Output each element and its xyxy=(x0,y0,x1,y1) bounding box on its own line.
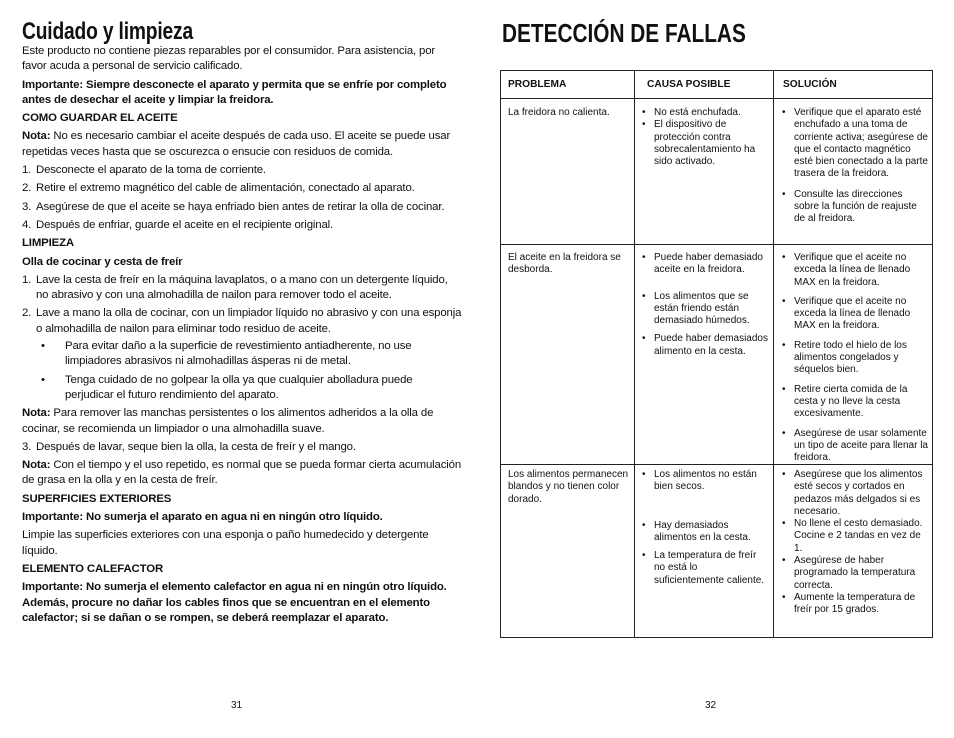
solution-item: • Verifique que el aceite no exceda la línea de llenado MAX en la freidora. xyxy=(782,296,928,333)
section-exterior: SUPERFICIES EXTERIORES xyxy=(22,492,172,505)
header-divider xyxy=(501,98,933,99)
solution-item: • Verifique que el aceite no exceda la línea de llenado MAX en la freidora. xyxy=(782,252,928,289)
exterior-important: Importante: No sumerja el aparato en agua ni en ningún otro líquido. xyxy=(22,511,383,524)
list-item: 2. Retire el extremo magnético del cable de alimentación, conectado al aparato. xyxy=(22,182,415,195)
section-store-oil: COMO GUARDAR EL ACEITE xyxy=(22,112,178,125)
care-body xyxy=(22,44,462,629)
store-note: Nota: No es necesario cambiar el aceite después de cada uso. El aceite se puede usar repetidas veces hasta que se oscurezca o ensucie con residuos de comida. xyxy=(22,130,451,158)
list-item: 1. Lave la cesta de freír en la máquina lavaplatos, o a mano con un detergente líquido, no abrasivo y con una almohadilla de nailon para remover todo el aceite. xyxy=(22,273,448,302)
intro-text: Este producto no contiene piezas reparables por el consumidor. Para asistencia, por favor acuda a personal de servicio calificado. xyxy=(22,45,436,73)
cause-item: • No está enchufada. xyxy=(642,107,770,119)
header-cause: CAUSA POSIBLE xyxy=(647,79,731,90)
list-item: 3. Después de lavar, seque bien la olla, la cesta de freír y el mango. xyxy=(22,440,356,453)
clean-note-2: Nota: Con el tiempo y el uso repetido, es normal que se pueda formar cierta acumulación de grasa en la olla y en la cesta de freír. xyxy=(22,459,462,487)
column-divider xyxy=(773,71,774,637)
exterior-text: Limpie las superficies exteriores con una esponja o paño humedecido y detergente líquido. xyxy=(22,529,429,557)
clean-steps xyxy=(22,273,462,403)
list-item: 4. Después de enfriar, guarde el aceite en el recipiente original. xyxy=(22,218,334,231)
solution-item: • Asegúrese de haber programado la temperatura correcta. xyxy=(782,555,928,592)
page-title-care: Cuidado y limpieza xyxy=(22,18,194,45)
list-item: 3. Asegúrese de que el aceite se haya enfriado bien antes de retirar la olla de cocinar. xyxy=(22,200,445,213)
solution-item: • Aumente la temperatura de freír por 15 grados. xyxy=(782,592,928,617)
solution-item: • Retire todo el hielo de los alimentos congelados y séquelos bien. xyxy=(782,340,928,377)
solution-item: • Asegúrese que los alimentos esté secos y cortados en pedazos más delgados si es necesario. xyxy=(782,469,928,518)
list-item: 1. Desconecte el aparato de la toma de corriente. xyxy=(22,164,266,177)
header-solution: SOLUCIÓN xyxy=(783,79,837,90)
cause-item: • La temperatura de freír no está lo suficientemente caliente. xyxy=(642,550,770,587)
store-steps xyxy=(22,163,462,233)
cause-item: • Los alimentos que se están friendo están demasiado húmedos. xyxy=(642,291,772,328)
row1-solutions xyxy=(782,107,928,226)
list-item: 2. Lave a mano la olla de cocinar, con un limpiador líquido no abrasivo y con una esponja o almohadilla de nailon para eliminar todo residuo de aceite. • Para evitar daño a la superficie de revestimiento antiadherente, no use limpiadores abrasivos ni almohadillas ásperas ni de metal. • Tenga cuidado de no golpear la olla ya que cualquier abolladura puede perjudicar el futuro rendimiento del aparato. xyxy=(22,306,462,403)
row2-problem: El aceite en la freidora se desborda. xyxy=(508,252,621,276)
section-heating-element: ELEMENTO CALEFACTOR xyxy=(22,562,164,575)
clean-bullets xyxy=(36,339,462,403)
heating-important: Importante: No sumerja el elemento calefactor en agua ni en ningún otro líquido. Además, procure no dañar los cables finos que se encuentran en el elemento calefactor; si se dañan o se rompen, se deberá reemplazar el aparato. xyxy=(22,581,447,624)
solution-item: • Retire cierta comida de la cesta y no lleve la cesta excesivamente. xyxy=(782,384,928,421)
row3-problem: Los alimentos permanecen blandos y no tienen color dorado. xyxy=(508,469,629,505)
cause-item: • Puede haber demasiados alimento en la cesta. xyxy=(642,333,772,358)
subsection-pot-basket: Olla de cocinar y cesta de freír xyxy=(22,255,183,268)
section-cleaning: LIMPIEZA xyxy=(22,237,74,250)
row1-causes xyxy=(642,107,770,168)
row3-causes xyxy=(642,469,770,587)
cause-item: • Los alimentos no están bien secos. xyxy=(642,469,770,494)
page-title-troubleshooting: DETECCIÓN DE FALLAS xyxy=(502,18,746,48)
clean-step-3 xyxy=(22,440,462,455)
solution-item: • Consulte las direcciones sobre la función de reajuste de al freidora. xyxy=(782,189,928,226)
row2-causes xyxy=(642,252,772,358)
list-item: • Tenga cuidado de no golpear la olla ya que cualquier abolladura puede perjudicar el futuro rendimiento del aparato. xyxy=(41,373,413,401)
page-number-left: 31 xyxy=(231,700,243,711)
column-divider xyxy=(634,71,635,637)
header-problem: PROBLEMA xyxy=(508,79,567,90)
cause-item: • El dispositivo de protección contra sobrecalentamiento ha sido activado. xyxy=(642,119,770,168)
important-unplug: Importante: Siempre desconecte el aparato y permita que se enfríe por completo antes de desechar el aceite y limpiar la freidora. xyxy=(22,78,447,106)
solution-item: • No llene el cesto demasiado. Cocine e 2 tandas en vez de 1. xyxy=(782,518,928,555)
cause-item: • Puede haber demasiado aceite en la freidora. xyxy=(642,252,772,277)
page-number-right: 32 xyxy=(705,700,717,711)
list-item: • Para evitar daño a la superficie de revestimiento antiadherente, no use limpiadores abrasivos ni almohadillas ásperas ni de metal. xyxy=(41,340,412,368)
clean-note: Nota: Para remover las manchas persistentes o los alimentos adheridos a la olla de cocinar, se recomienda un limpiador o una almohadilla suave. xyxy=(22,407,434,435)
solution-item: • Asegúrese de usar solamente un tipo de aceite para llenar la freidora. xyxy=(782,428,928,465)
row-divider xyxy=(501,244,933,245)
troubleshooting-table xyxy=(500,70,933,638)
cause-item: • Hay demasiados alimentos en la cesta. xyxy=(642,520,770,545)
solution-item: • Verifique que el aparato esté enchufado a una toma de corriente activa; asegúrese de que el contacto magnético esté bien conectado a la parte trasera de la freidora. xyxy=(782,107,928,181)
row3-solutions xyxy=(782,469,928,617)
row1-problem: La freidora no calienta. xyxy=(508,107,610,118)
row2-solutions xyxy=(782,252,928,464)
